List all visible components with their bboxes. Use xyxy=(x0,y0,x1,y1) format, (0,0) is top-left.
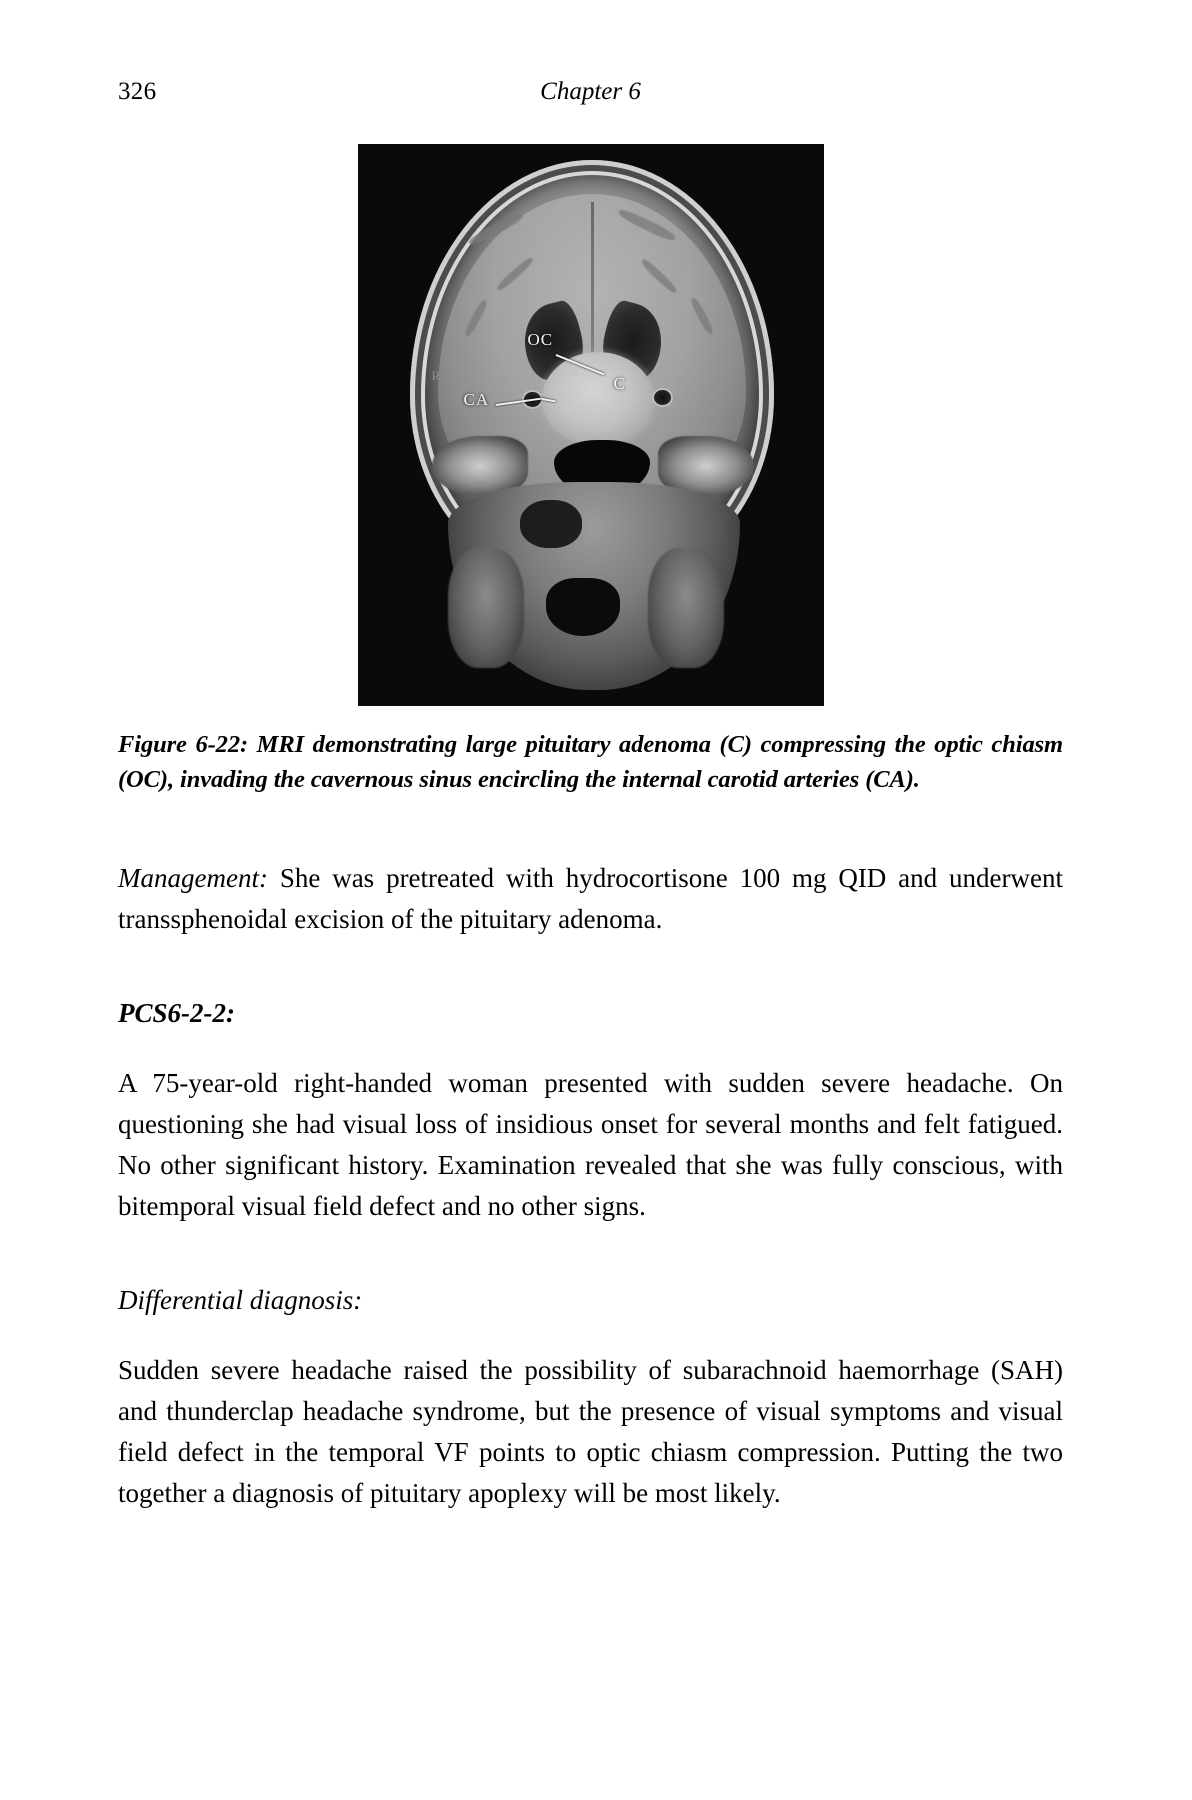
side-marker-r: R xyxy=(431,368,441,383)
mri-label-c: C xyxy=(613,374,626,393)
management-paragraph xyxy=(118,858,1063,940)
mri-head-region xyxy=(396,154,788,699)
running-head xyxy=(118,78,1063,118)
spacer xyxy=(118,1316,1063,1350)
differential-paragraph: Sudden severe headache raised the possibility of subarachnoid haemorrhage (SAH) and thunderclap headache syndrome, but the presence of visual symptoms and visual field defect in the temporal VF points to optic chiasm compression. Putting the two together a diagnosis of pituitary apoplexy will be most likely. xyxy=(118,1354,1063,1508)
body-text xyxy=(118,858,1063,1514)
mri-label-ca: CA xyxy=(463,390,490,409)
nasal-airspace xyxy=(520,500,582,548)
mri-image xyxy=(358,144,824,706)
spacer xyxy=(118,1029,1063,1063)
spacer xyxy=(118,1227,1063,1285)
chapter-title: Chapter 6 xyxy=(540,78,641,105)
figure-6-22 xyxy=(118,144,1063,798)
internal-carotid-artery-right xyxy=(654,390,671,405)
differential-heading: Differential diagnosis: xyxy=(118,1284,363,1315)
neck-muscle-right xyxy=(648,548,724,668)
figure-caption: Figure 6-22: MRI demonstrating large pituitary adenoma (C) compressing the optic chiasm (OC), invading the cavernous sinus encircling the internal carotid arteries (CA). xyxy=(118,731,1063,793)
pharyngeal-airspace xyxy=(546,578,620,636)
neck-muscle-left xyxy=(448,548,524,668)
management-text: She was pretreated with hydrocortisone 100 mg QID and underwent transsphenoidal excision of the pituitary adenoma. xyxy=(118,862,1063,934)
page-number: 326 xyxy=(118,78,157,105)
mri-label-oc: OC xyxy=(527,330,554,349)
case-paragraph: A 75-year-old right-handed woman presented with sudden severe headache. On questioning she had visual loss of insidious onset for several months and felt fatigued. No other significant history. Examination revealed that she was fully conscious, with bitemporal visual field defect and no other signs. xyxy=(118,1067,1063,1221)
page-content xyxy=(118,78,1063,1514)
management-label: Management: xyxy=(118,862,268,893)
case-heading: PCS6-2-2: xyxy=(118,997,235,1028)
spacer xyxy=(118,940,1063,998)
pituitary-adenoma-mass xyxy=(542,352,654,444)
